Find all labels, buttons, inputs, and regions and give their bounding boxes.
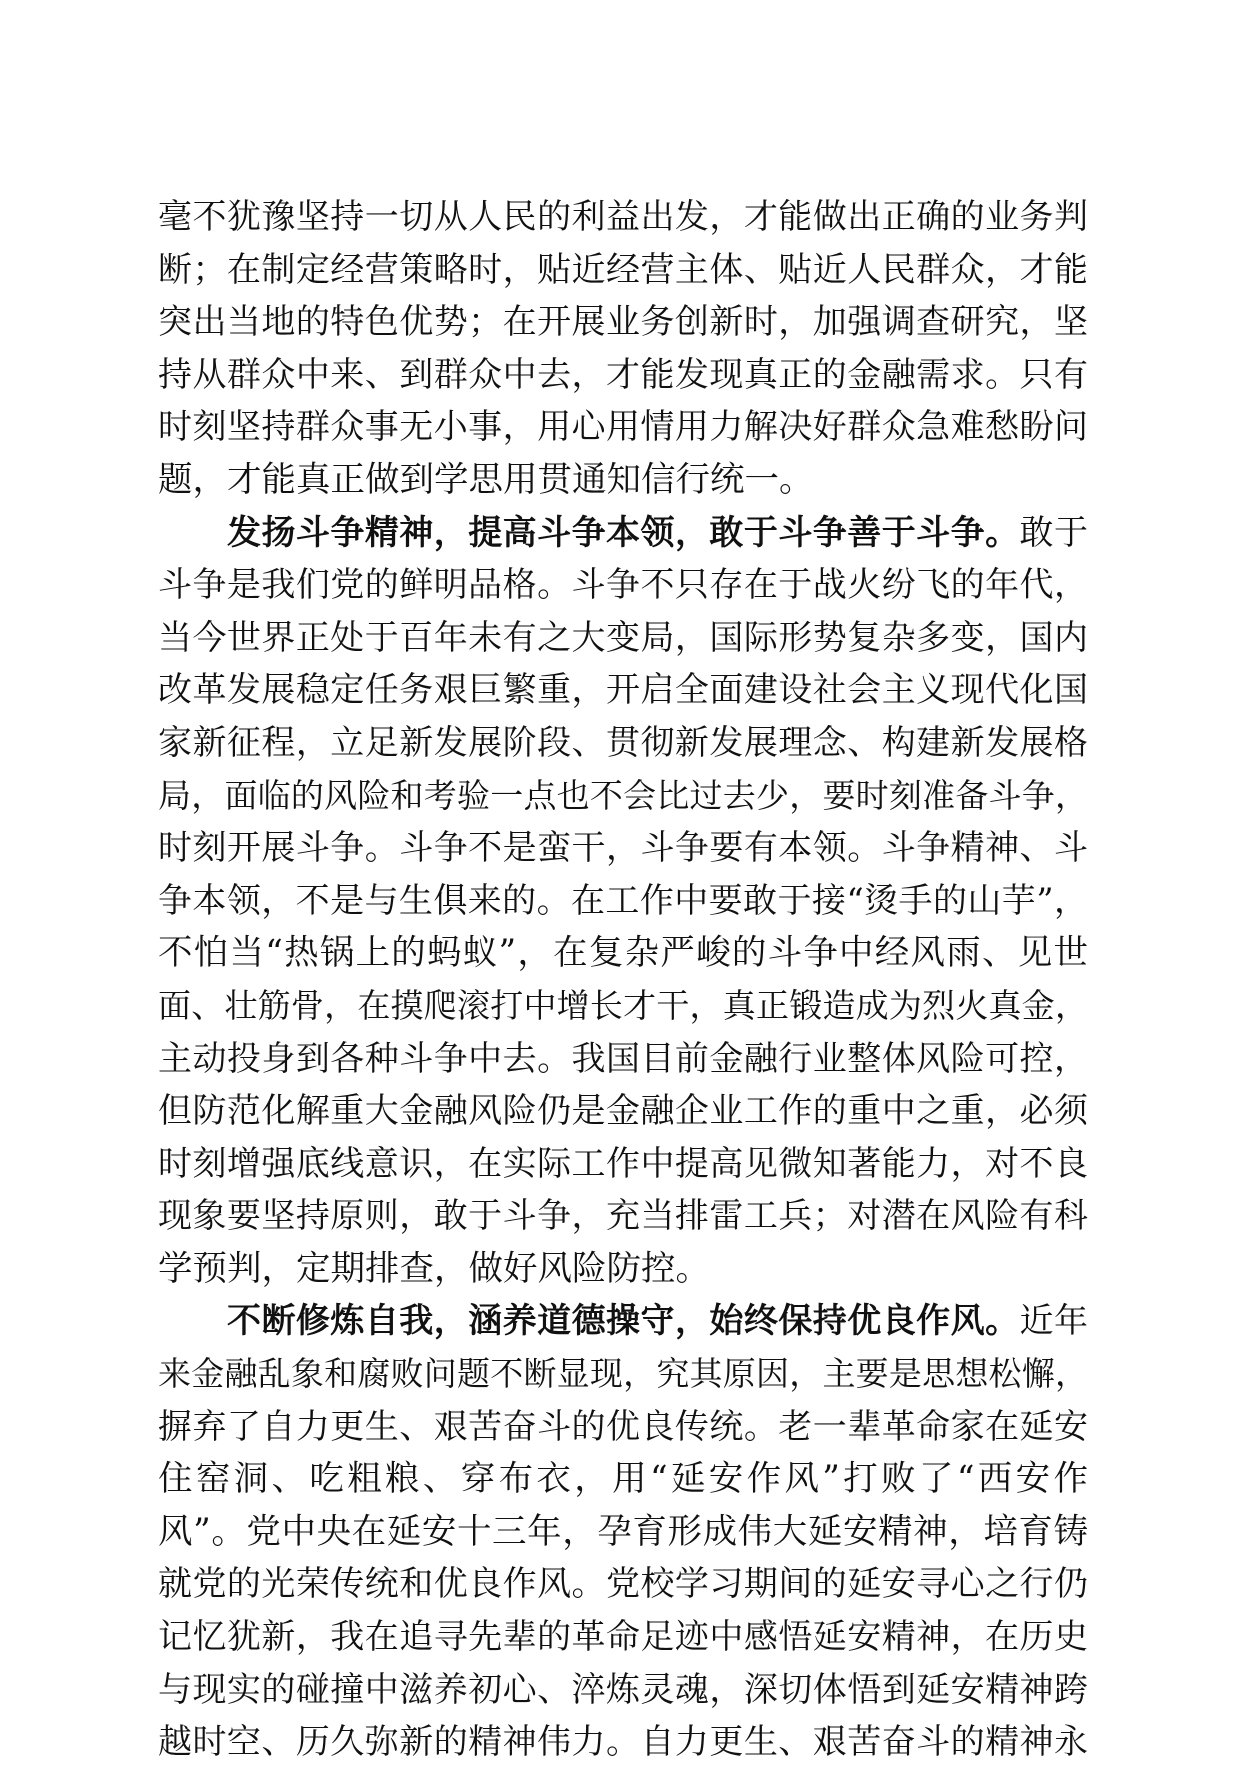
- text-line: 但防范化解重大金融风险仍是金融企业工作的重中之重，必须: [158, 1091, 1088, 1132]
- paragraph-heading: 不断修炼自我，涵养道德操守，始终保持优良作风。: [227, 1301, 1020, 1342]
- text-line: 摒弃了自力更生、艰苦奋斗的优良传统。老一辈革命家在延安: [158, 1406, 1088, 1447]
- text-line: 当今世界正处于百年未有之大变局，国际形势复杂多变，国内: [158, 617, 1088, 658]
- text-line: 与现实的碰撞中滋养初心、淬炼灵魂，深切体悟到延安精神跨: [158, 1669, 1088, 1710]
- text-line: 不怕当“热锅上的蚂蚁”，在复杂严峻的斗争中经风雨、见世: [158, 933, 1088, 974]
- text-line: 主动投身到各种斗争中去。我国目前金融行业整体风险可控，: [158, 1038, 1088, 1079]
- text-line: 现象要坚持原则，敢于斗争，充当排雷工兵；对潜在风险有科: [158, 1196, 1088, 1237]
- text-line: 记忆犹新，我在追寻先辈的革命足迹中感悟延安精神，在历史: [158, 1617, 1088, 1658]
- paragraph-heading: 发扬斗争精神，提高斗争本领，敢于斗争善于斗争。: [227, 512, 1020, 553]
- paragraph-1: [158, 191, 1088, 507]
- paragraph-3: [158, 1295, 1088, 1768]
- text-line: 风”。党中央在延安十三年，孕育形成伟大延安精神，培育铸: [158, 1511, 1088, 1552]
- paragraph-first-line-rest: 近年: [1019, 1301, 1089, 1342]
- text-line: 时刻增强底线意识，在实际工作中提高见微知著能力，对不良: [158, 1143, 1088, 1184]
- paragraph-first-line: [158, 1295, 1088, 1348]
- text-line: 就党的光荣传统和优良作风。党校学习期间的延安寻心之行仍: [158, 1564, 1088, 1605]
- text-line: 斗争是我们党的鲜明品格。斗争不只存在于战火纷飞的年代，: [158, 565, 1088, 606]
- text-line: 来金融乱象和腐败问题不断显现，究其原因，主要是思想松懈，: [158, 1354, 1088, 1394]
- text-line: 突出当地的特色优势；在开展业务创新时，加强调查研究，坚: [158, 302, 1088, 343]
- text-line: 持从群众中来、到群众中去，才能发现真正的金融需求。只有: [158, 354, 1088, 395]
- text-line: 面、壮筋骨，在摸爬滚打中增长才干，真正锻造成为烈火真金，: [158, 985, 1088, 1025]
- text-line: 题，才能真正做到学思用贯通知信行统一。: [158, 459, 814, 500]
- text-line: 改革发展稳定任务艰巨繁重，开启全面建设社会主义现代化国: [158, 670, 1088, 711]
- text-line: 断；在制定经营策略时，贴近经营主体、贴近人民群众，才能: [158, 249, 1088, 290]
- text-line: 家新征程，立足新发展阶段、贯彻新发展理念、构建新发展格: [158, 722, 1088, 763]
- text-line: 时刻开展斗争。斗争不是蛮干，斗争要有本领。斗争精神、斗: [158, 828, 1088, 869]
- text-line: 毫不犹豫坚持一切从人民的利益出发，才能做出正确的业务判: [158, 197, 1088, 237]
- paragraph-first-line-rest: 敢于: [1019, 512, 1089, 553]
- text-line: 争本领，不是与生俱来的。在工作中要敢于接“烫手的山芋”，: [158, 880, 1088, 921]
- text-line: 住窑洞、吃粗粮、穿布衣，用“延安作风”打败了“西安作: [158, 1459, 1088, 1500]
- paragraph-first-line: [158, 507, 1088, 560]
- paragraph-2: [158, 507, 1088, 1296]
- text-line: 学预判，定期排查，做好风险防控。: [158, 1248, 710, 1289]
- text-line: 时刻坚持群众事无小事，用心用情用力解决好群众急难愁盼问: [158, 407, 1088, 448]
- text-line: 越时空、历久弥新的精神伟力。自力更生、艰苦奋斗的精神永: [158, 1722, 1088, 1763]
- document-page: [158, 191, 1088, 1769]
- text-line: 局，面临的风险和考验一点也不会比过去少，要时刻准备斗争，: [158, 775, 1088, 815]
